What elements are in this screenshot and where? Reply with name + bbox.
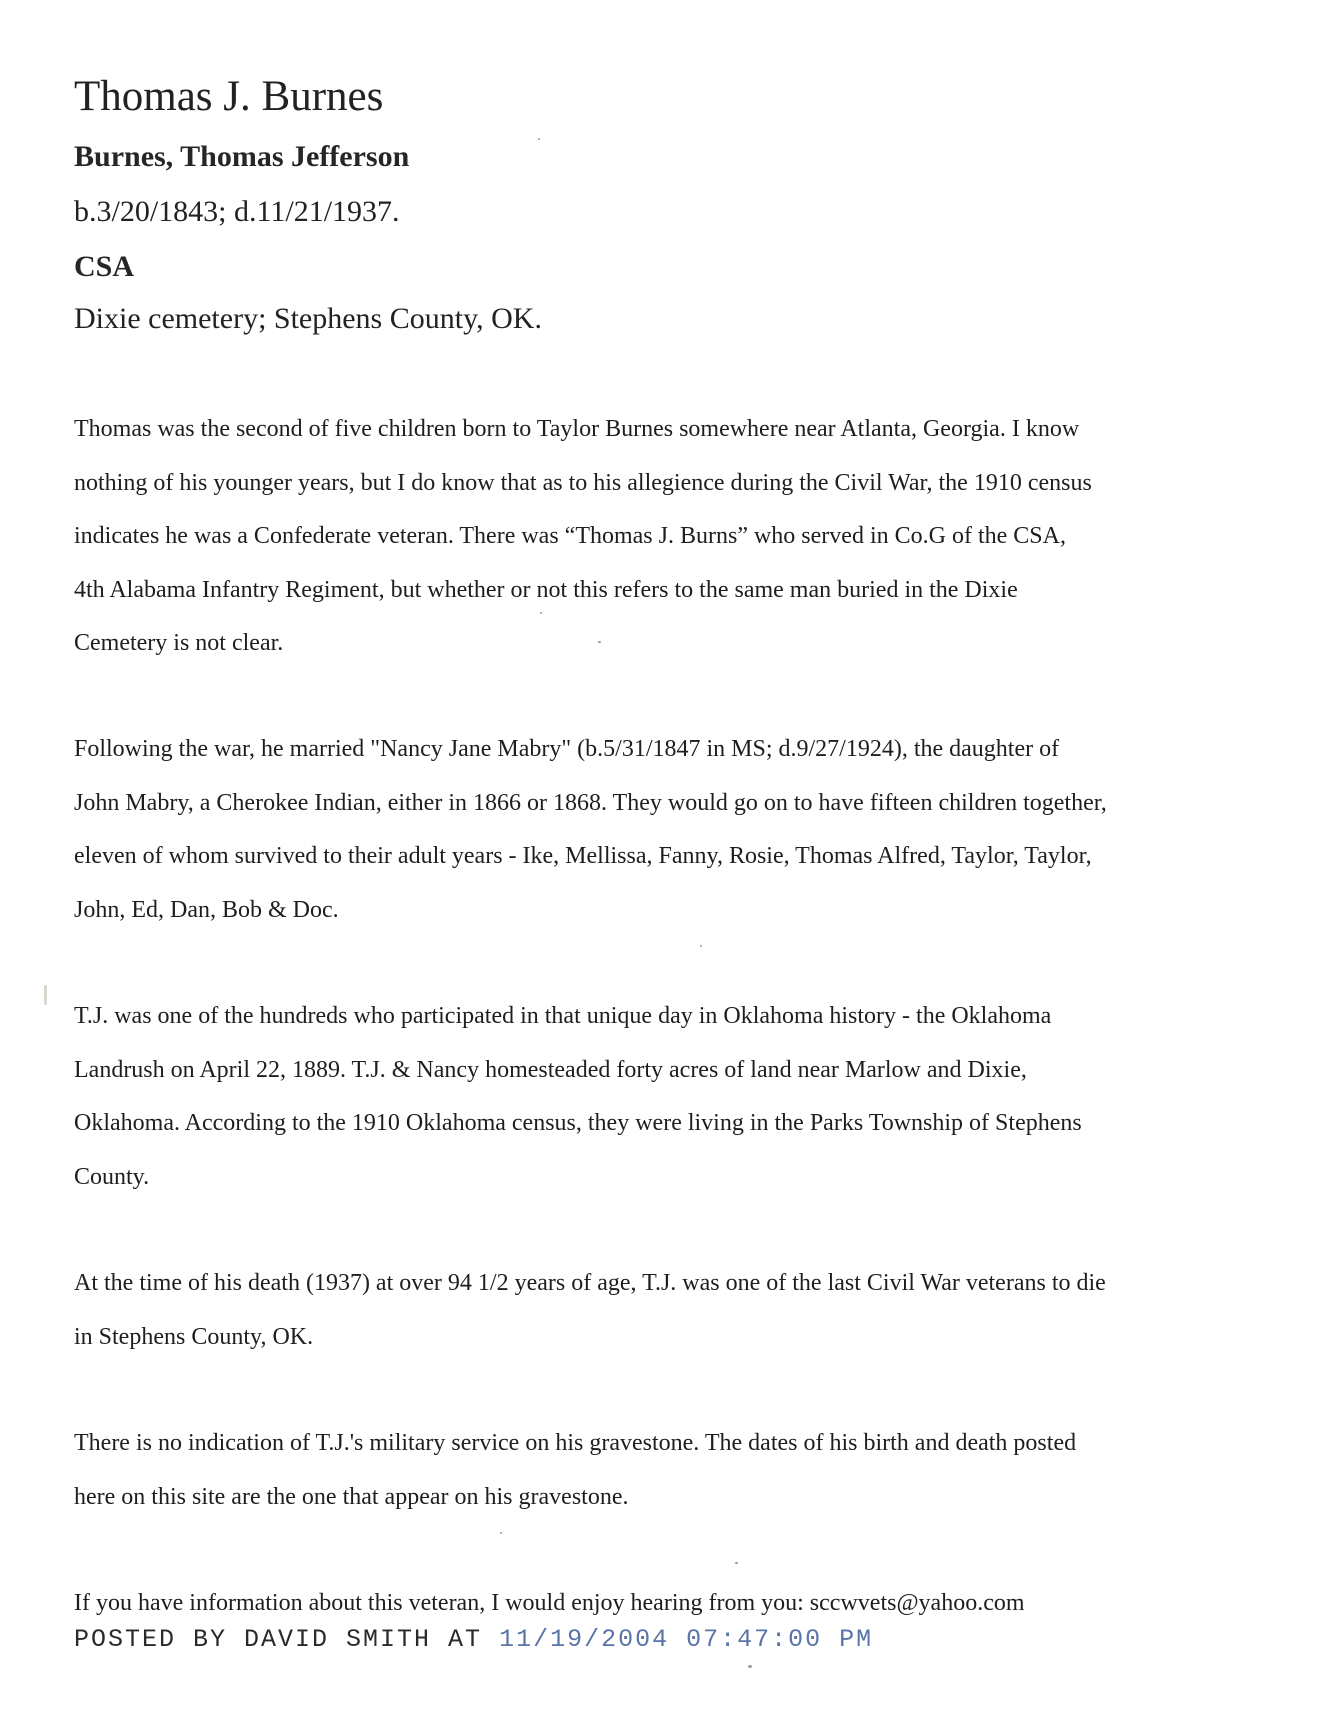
paragraph-line: Oklahoma. According to the 1910 Oklahoma census, they were living in the Parks Township of Stephens [74,1110,1082,1136]
post-footer [74,1625,873,1654]
military-affiliation: CSA [74,250,135,283]
paragraph-landrush [74,990,1284,1204]
paragraph-contact [74,1577,1284,1631]
paragraph-line: in Stephens County, OK. [74,1323,314,1350]
scan-speck [598,641,601,643]
paragraph-line: At the time of his death (1937) at over 94 1/2 years of age, T.J. was one of the last Civil War veterans to die [74,1270,1106,1296]
paragraph-line: If you have information about this veteran, I would enjoy hearing from you: sccwvets@yahoo.com [74,1590,1025,1616]
scan-speck [44,985,47,1005]
scan-speck [538,138,540,140]
post-timestamp: 11/19/2004 07:47:00 PM [499,1625,874,1654]
paragraph-line: here on this site are the one that appear on his gravestone. [74,1483,629,1510]
paragraph-line: indicates he was a Confederate veteran. There was “Thomas J. Burns” who served in Co.G of the CSA, [74,523,1066,549]
birth-death-dates: b.3/20/1843; d.11/21/1937. [74,195,400,228]
burial-location: Dixie cemetery; Stephens County, OK. [74,302,542,335]
paragraph-line: John, Ed, Dan, Bob & Doc. [74,896,339,923]
posted-by-label: POSTED BY DAVID SMITH AT [74,1625,483,1654]
page-title: Thomas J. Burnes [74,73,384,120]
scan-speck [500,1532,502,1534]
paragraph-marriage [74,723,1284,937]
paragraph-line: Following the war, he married "Nancy Jane Mabry" (b.5/31/1847 in MS; d.9/27/1924), the daughter of [74,736,1060,762]
paragraph-line: John Mabry, a Cherokee Indian, either in 1866 or 1868. They would go on to have fifteen children together, [74,789,1107,816]
scan-speck [540,612,542,614]
scan-speck [735,1562,738,1564]
paragraph-line: Landrush on April 22, 1889. T.J. & Nancy homesteaded forty acres of land near Marlow and Dixie, [74,1056,1027,1083]
paragraph-line: 4th Alabama Infantry Regiment, but whether or not this refers to the same man buried in the Dixie [74,576,1018,603]
paragraph-line: Thomas was the second of five children born to Taylor Burnes somewhere near Atlanta, Georgia. I know [74,416,1080,442]
paragraph-death [74,1257,1284,1364]
veteran-full-name: Burnes, Thomas Jefferson [74,140,410,173]
paragraph-family-origin [74,403,1284,671]
scan-speck [700,945,702,947]
paragraph-line: nothing of his younger years, but I do know that as to his allegience during the Civil War, the 1910 census [74,469,1092,496]
paragraph-line: Cemetery is not clear. [74,630,284,656]
paragraph-line: County. [74,1163,150,1190]
scan-speck [748,1665,752,1668]
paragraph-gravestone [74,1417,1284,1524]
paragraph-line: eleven of whom survived to their adult years - Ike, Mellissa, Fanny, Rosie, Thomas Alfred, Taylor, Taylor, [74,843,1092,869]
paragraph-line: T.J. was one of the hundreds who participated in that unique day in Oklahoma history - the Oklahoma [74,1003,1052,1029]
paragraph-line: There is no indication of T.J.'s military service on his gravestone. The dates of his birth and death posted [74,1430,1077,1456]
